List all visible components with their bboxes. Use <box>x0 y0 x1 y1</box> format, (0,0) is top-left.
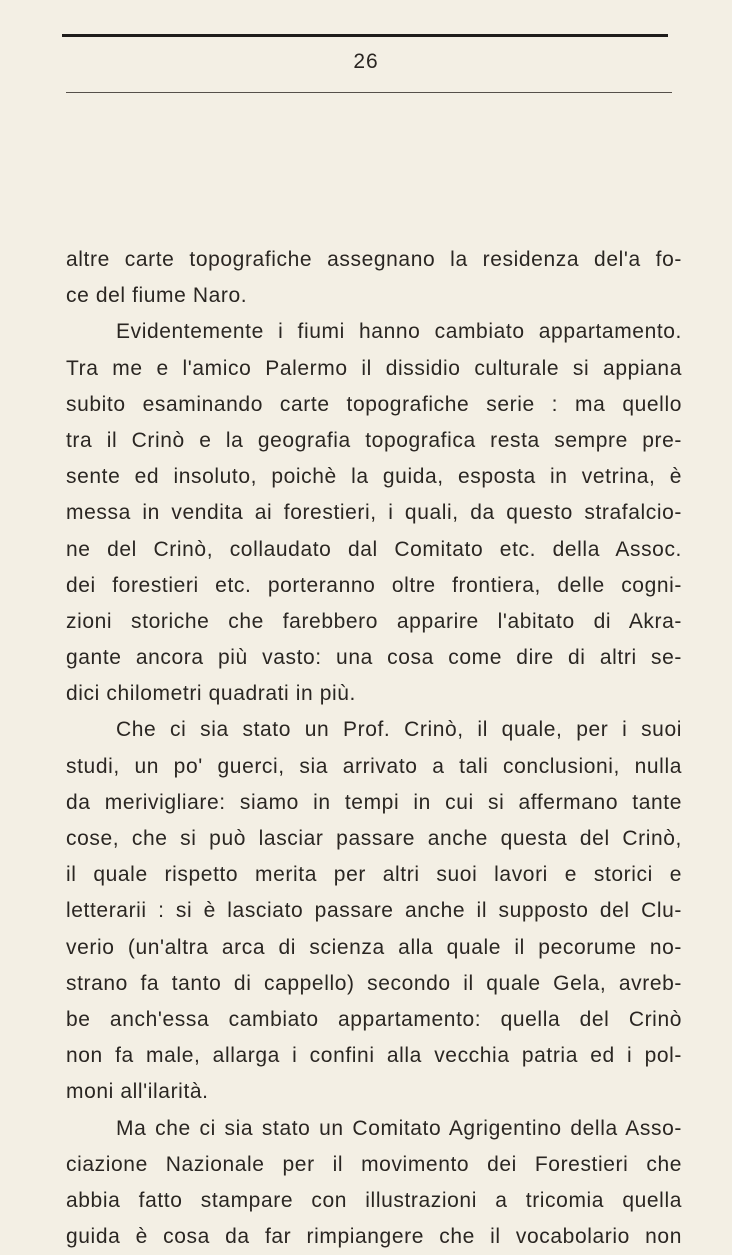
text-line: tra il Crinò e la geografia topografica resta sempre pre- <box>66 428 682 452</box>
text-line: subito esaminando carte topografiche serie : ma quello <box>66 392 682 416</box>
text-line: letterarii : si è lasciato passare anche il supposto del Clu- <box>66 899 682 923</box>
text-line: il quale rispetto merita per altri suoi lavori e storici e <box>66 863 682 887</box>
text-line: Che ci sia stato un Prof. Crinò, il quale, per i suoi <box>116 718 682 742</box>
text-line: zioni storiche che farebbero apparire l'abitato di Akra- <box>66 609 682 633</box>
body-text <box>66 242 682 1255</box>
text-line: studi, un po' guerci, sia arrivato a tali conclusioni, nulla <box>66 754 682 778</box>
text-line: ciazione Nazionale per il movimento dei Forestieri che <box>66 1152 682 1176</box>
text-line: non fa male, allarga i confini alla vecchia patria ed i pol- <box>66 1044 682 1068</box>
text-line: sente ed insoluto, poichè la guida, esposta in vetrina, è <box>66 465 682 489</box>
page-number: 26 <box>353 50 379 73</box>
text-line: strano fa tanto di cappello) secondo il quale Gela, avreb- <box>66 971 682 995</box>
text-line: dei forestieri etc. porteranno oltre frontiera, delle cogni- <box>66 573 682 597</box>
header-bottom-rule <box>66 92 672 93</box>
header-top-rule <box>62 34 668 37</box>
text-line: messa in vendita ai forestieri, i quali, da questo strafalcio- <box>66 501 682 525</box>
text-line: be anch'essa cambiato appartamento: quella del Crinò <box>66 1007 682 1031</box>
text-line: guida è cosa da far rimpiangere che il vocabolario non <box>66 1225 682 1249</box>
text-line: gante ancora più vasto: una cosa come dire di altri se- <box>66 646 682 670</box>
text-line: ce del fiume Naro. <box>66 284 248 308</box>
text-line: Evidentemente i fiumi hanno cambiato appartamento. <box>116 320 682 344</box>
text-line: dici chilometri quadrati in più. <box>66 682 356 706</box>
text-line: Ma che ci sia stato un Comitato Agrigentino della Asso- <box>116 1116 682 1140</box>
text-line: Tra me e l'amico Palermo il dissidio culturale si appiana <box>66 356 682 380</box>
text-line: ne del Crinò, collaudato dal Comitato etc. della Assoc. <box>66 537 682 561</box>
text-line: altre carte topografiche assegnano la residenza del'a fo- <box>66 248 682 271</box>
text-line: moni all'ilarità. <box>66 1080 209 1104</box>
text-line: verio (un'altra arca di scienza alla quale il pecorume no- <box>66 935 682 959</box>
text-line: cose, che si può lasciar passare anche questa del Crinò, <box>66 827 682 850</box>
text-line: da merivigliare: siamo in tempi in cui si affermano tante <box>66 790 682 814</box>
text-line: abbia fatto stampare con illustrazioni a tricomia quella <box>66 1188 682 1212</box>
